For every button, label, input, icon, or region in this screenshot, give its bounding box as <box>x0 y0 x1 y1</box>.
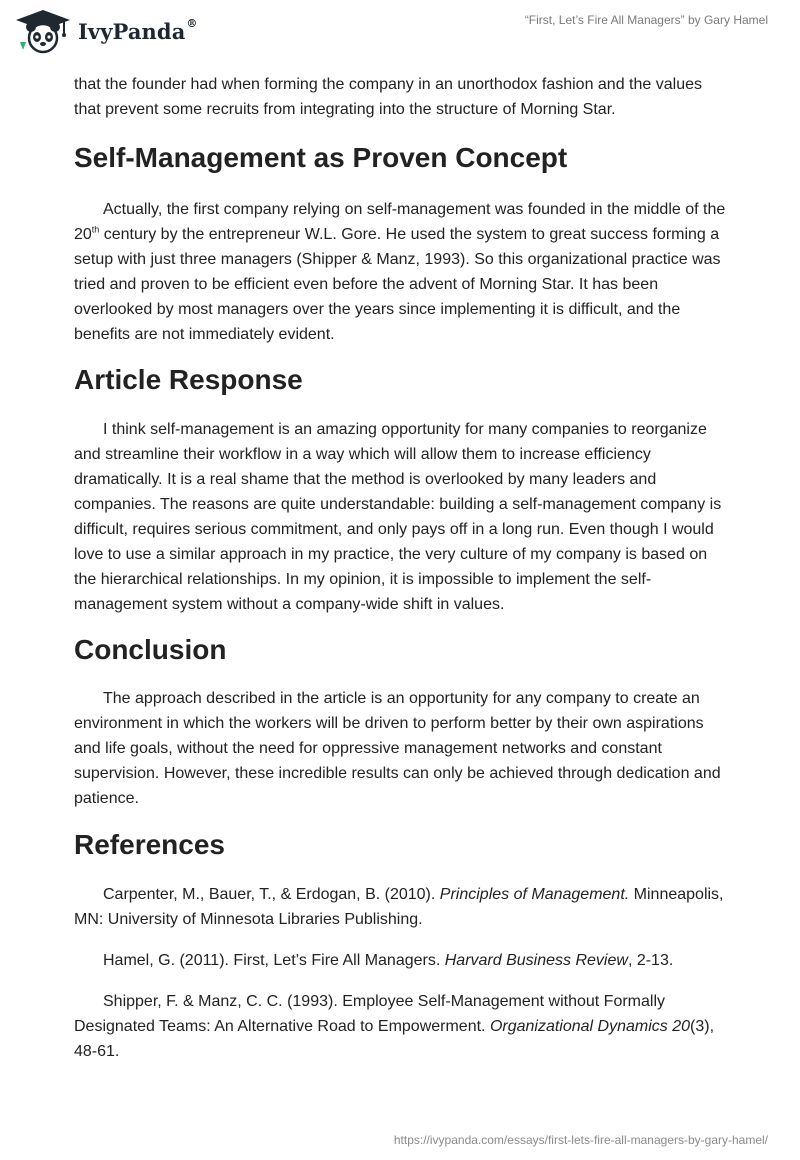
document-title: “First, Let’s Fire All Managers” by Gary Hamel <box>524 13 768 27</box>
page-header <box>0 0 800 66</box>
ivypanda-logo[interactable] <box>14 6 198 56</box>
document-body <box>74 70 726 1064</box>
reference-item: Shipper, F. & Manz, C. C. (1993). Employee Self-Management without Formally Designated Teams: An Alternative Road to Empowerment. Organizational Dynamics 20(3), 48-61. <box>74 993 715 1060</box>
heading-conclusion: Conclusion <box>74 634 227 665</box>
paragraph-conclusion: The approach described in the article is an opportunity for any company to create an environment in which the workers will be driven to perform better by their own aspirations and life goals, without the need for oppressive management networks and constant supervision. However, these incredible results can only be achieved through dedication and patience. <box>74 690 721 807</box>
paragraph-article-response: I think self-management is an amazing opportunity for many companies to reorganize and streamline their workflow in a way which will allow them to increase efficiency dramatically. It is a real shame that the method is overlooked by many leaders and companies. The reasons are quite understandable: building a self-management company is difficult, requires serious commitment, and only pays off in a long run. Even though I would love to use a similar approach in my practice, the very culture of my company is based on the hierarchical relationships. In my opinion, it is impossible to implement the self-management system without a company-wide shift in values. <box>74 421 722 613</box>
heading-article-response: Article Response <box>74 364 303 395</box>
logo-wordmark: IvyPanda® <box>78 16 198 44</box>
paragraph-self-management: Actually, the first company relying on self-management was founded in the middle of the 20th century by the entrepreneur W.L. Gore. He used the system to great success forming a setup with just three managers (Shipper & Manz, 1993). So this organizational practice was tried and proven to be efficient even before the advent of Morning Star. It has been overlooked by most managers over the years since implementing it is difficult, and the benefits are not immediately evident. <box>74 201 726 343</box>
reference-item: Hamel, G. (2011). First, Let’s Fire All Managers. Harvard Business Review, 2-13. <box>103 952 674 969</box>
panda-graduate-icon <box>14 8 72 54</box>
heading-references: References <box>74 829 225 860</box>
intro-paragraph: that the founder had when forming the company in an unorthodox fashion and the values that prevent some recruits from integrating into the structure of Morning Star. <box>74 76 702 118</box>
reference-item: Carpenter, M., Bauer, T., & Erdogan, B. (2010). Principles of Management. Minneapolis, MN: University of Minnesota Libraries Publishing. <box>74 886 724 928</box>
source-url-link[interactable]: https://ivypanda.com/essays/first-lets-fire-all-managers-by-gary-hamel/ <box>393 1133 768 1147</box>
heading-self-management: Self-Management as Proven Concept <box>74 142 568 173</box>
